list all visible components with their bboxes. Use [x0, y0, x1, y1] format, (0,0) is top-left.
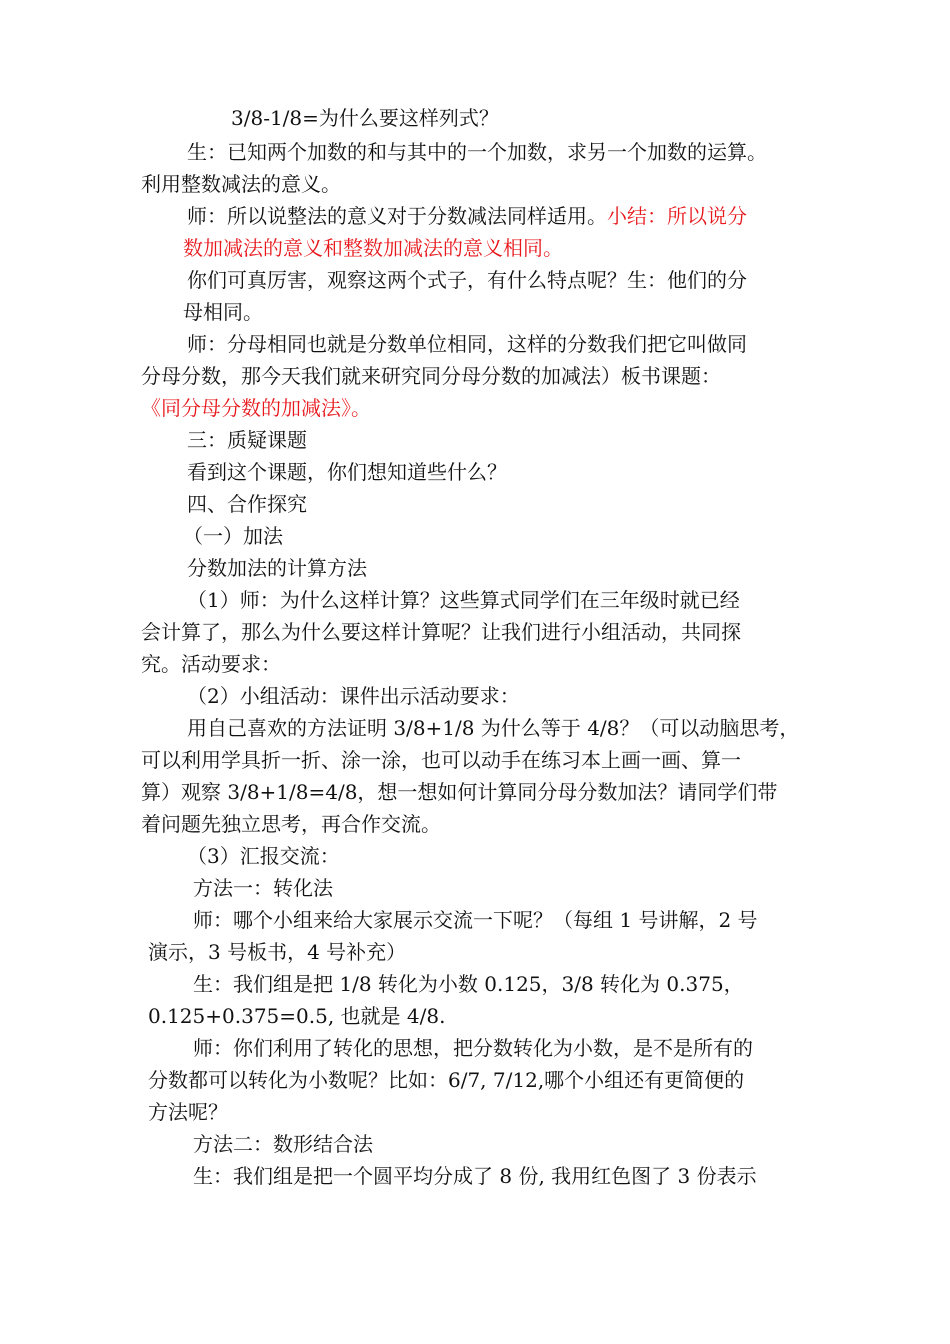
- text-line: 3/8-1/8=为什么要这样列式？: [231, 106, 499, 130]
- text-line: 用自己喜欢的方法证明 3/8+1/8 为什么等于 4/8？（可以动脑思考，: [187, 716, 800, 740]
- text-line: 会计算了，那么为什么要这样计算呢？让我们进行小组活动，共同探: [141, 620, 741, 644]
- text-line: 算）观察 3/8+1/8=4/8，想一想如何计算同分母分数加法？请同学们带: [141, 780, 778, 804]
- text-line: （2）小组活动：课件出示活动要求：: [187, 684, 520, 708]
- text-line: 着问题先独立思考，再合作交流。: [141, 812, 441, 836]
- text-line: 0.125+0.375=0.5, 也就是 4/8.: [148, 1004, 446, 1028]
- text-line: 师：你们利用了转化的思想，把分数转化为小数，是不是所有的: [193, 1036, 753, 1060]
- text-line: [183, 233, 563, 263]
- text-line: 师：所以说整法的意义对于分数减法同样适用。小结：所以说分: [187, 204, 747, 228]
- text-line: 方法呢？: [148, 1100, 228, 1124]
- text-line: 你们可真厉害，观察这两个式子，有什么特点呢？生：他们的分: [187, 268, 747, 292]
- text-line: 四、合作探究: [187, 492, 307, 516]
- text-line: （1）师：为什么这样计算？这些算式同学们在三年级时就已经: [187, 588, 740, 612]
- text-line: 方法一：转化法: [193, 876, 333, 900]
- lesson-title: 同分母分数的加减法: [161, 396, 341, 420]
- text-line: 演示，3 号板书，4 号补充）: [148, 940, 407, 964]
- summary-text: 数加减法的意义和整数加减法的意义相同。: [183, 236, 563, 260]
- text-line: 师：哪个小组来给大家展示交流一下呢？（每组 1 号讲解，2 号: [193, 908, 758, 932]
- text-line: 分数都可以转化为小数呢？比如：6/7, 7/12,哪个小组还有更简便的: [148, 1068, 745, 1092]
- text-line: （一）加法: [183, 524, 283, 548]
- text-line: 《同分母分数的加减法》。: [141, 396, 371, 420]
- text-line: 师：分母相同也就是分数单位相同，这样的分数我们把它叫做同: [187, 332, 747, 356]
- text-line: 生：已知两个加数的和与其中的一个加数，求另一个加数的运算。: [187, 140, 767, 164]
- text-line: 究。活动要求：: [141, 652, 281, 676]
- text-line: 看到这个课题，你们想知道些什么？: [187, 460, 507, 484]
- text-line: 利用整数减法的意义。: [141, 172, 341, 196]
- text-line: 分数加法的计算方法: [187, 556, 367, 580]
- text-line: 生：我们组是把一个圆平均分成了 8 份, 我用红色图了 3 份表示: [193, 1164, 757, 1188]
- summary-text: 小结：所以说分: [607, 204, 747, 228]
- text-line: 方法二：数形结合法: [193, 1132, 373, 1156]
- text-line: 分母分数，那今天我们就来研究同分母分数的加减法）板书课题：: [141, 364, 721, 388]
- text-line: 生：我们组是把 1/8 转化为小数 0.125，3/8 转化为 0.375，: [193, 972, 744, 996]
- text-line: （3）汇报交流：: [187, 844, 340, 868]
- text-line: 三：质疑课题: [187, 428, 307, 452]
- text-line: 母相同。: [183, 300, 263, 324]
- text-line: 可以利用学具折一折、涂一涂，也可以动手在练习本上画一画、算一: [141, 748, 741, 772]
